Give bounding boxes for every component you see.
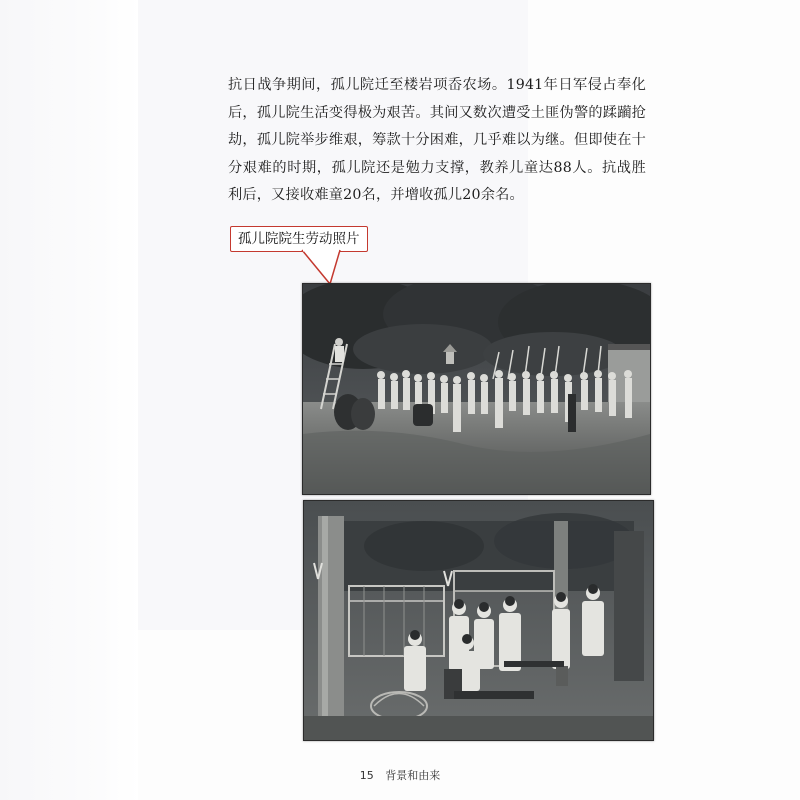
indoor-workshop-photo xyxy=(303,500,654,741)
section-title: 背景和由来 xyxy=(385,769,441,782)
body-paragraph: 抗日战争期间，孤儿院迁至楼岩项岙农场。1941年日军侵占奉化后，孤儿院生活变得极为艰苦。其间又数次遭受土匪伪警的蹂躏抢劫，孤儿院举步维艰，筹款十分困难，几乎难以为继。但即使在十分艰难的时期，孤儿院还是勉力支撑，教养儿童达88人。抗战胜利后，又接收难童20名，并增收孤儿20余名。 xyxy=(228,77,646,203)
outdoor-labor-photo xyxy=(302,283,651,495)
photo-caption-callout xyxy=(230,226,368,252)
body-paragraph-block xyxy=(228,72,646,210)
page-footer xyxy=(0,767,800,783)
outdoor-labor-photo-image xyxy=(303,284,650,494)
page-margin-shadow xyxy=(0,0,140,800)
photo-caption-label: 孤儿院院生劳动照片 xyxy=(238,231,360,247)
indoor-workshop-photo-image xyxy=(304,501,653,740)
page-number: 15 xyxy=(359,769,374,782)
